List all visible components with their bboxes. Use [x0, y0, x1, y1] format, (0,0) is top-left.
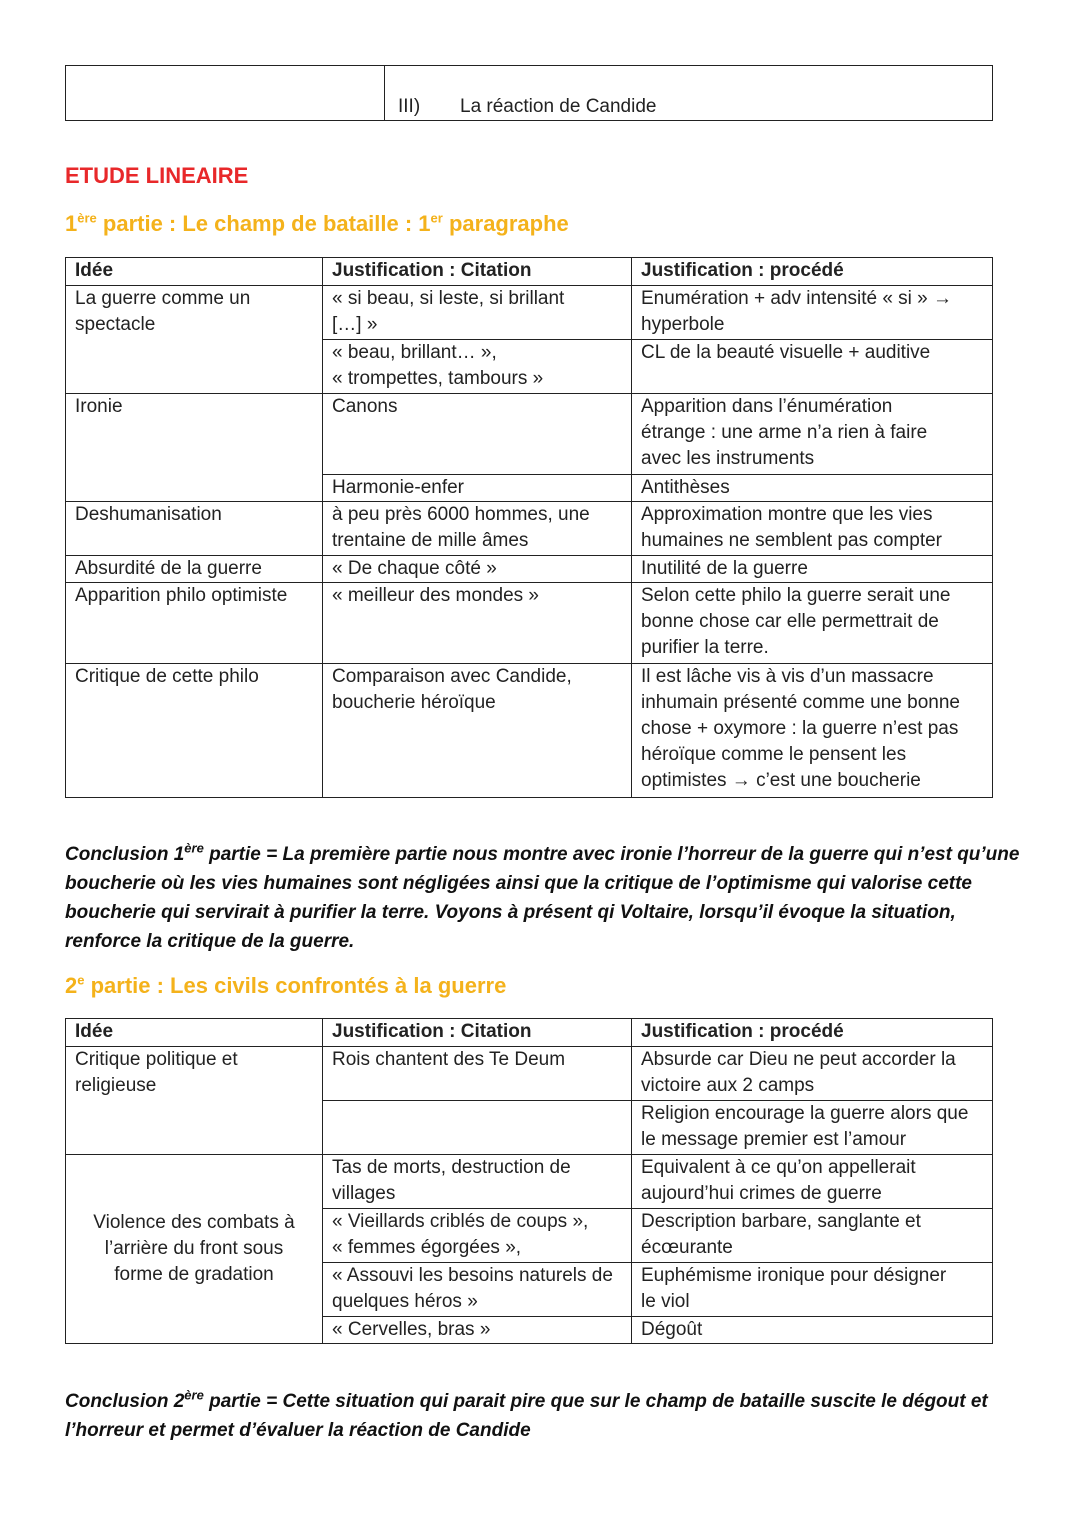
conclusion-part2: Conclusion 2ère partie = Cette situation qui parait pire que sur le champ de bataille suscite le dégout et l’horreur et permet d’évaluer la réaction de Candide [65, 1387, 988, 1441]
citation-cell: Comparaison avec Candide, boucherie héroïque [323, 664, 632, 798]
idea-cell: La guerre comme un spectacle [66, 286, 323, 394]
idea-cell: Critique de cette philo [66, 664, 323, 798]
table-part1 [65, 257, 993, 798]
procede-cell: Enumération + adv intensité « si » → hyperbole [632, 286, 993, 340]
header-citation: Justification : Citation [323, 258, 632, 286]
idea-cell: Violence des combats à l’arrière du front sous forme de gradation [66, 1155, 323, 1344]
procede-cell: Antithèses [632, 475, 993, 502]
citation-cell: « meilleur des mondes » [323, 583, 632, 664]
citation-cell [323, 1101, 632, 1155]
procede-cell: Euphémisme ironique pour désigner le viol [632, 1263, 993, 1317]
idea-cell: Absurdité de la guerre [66, 556, 323, 583]
procede-cell: Inutilité de la guerre [632, 556, 993, 583]
procede-cell: Il est lâche vis à vis d’un massacre inhumain présenté comme une bonne chose + oxymore : la guerre n’est pas héroïque comme le pensent les optimistes → c’est une boucherie [632, 664, 993, 798]
procede-cell: Religion encourage la guerre alors que le message premier est l’amour [632, 1101, 993, 1155]
header-citation: Justification : Citation [323, 1019, 632, 1047]
header-procede: Justification : procédé [632, 1019, 993, 1047]
top-table-title-cell [385, 66, 993, 121]
procede-cell: Dégoût [632, 1317, 993, 1344]
top-table-empty-cell [66, 66, 385, 121]
citation-cell: « De chaque côté » [323, 556, 632, 583]
citation-cell: à peu près 6000 hommes, une trentaine de mille âmes [323, 502, 632, 556]
idea-cell: Deshumanisation [66, 502, 323, 556]
citation-cell: Harmonie-enfer [323, 475, 632, 502]
procede-cell: Equivalent à ce qu’on appellerait aujourd’hui crimes de guerre [632, 1155, 993, 1209]
idea-cell: Critique politique et religieuse [66, 1047, 323, 1155]
section-title: La réaction de Candide [460, 96, 657, 117]
citation-cell: Canons [323, 394, 632, 475]
procede-cell: Apparition dans l’énumération étrange : une arme n’a rien à faire avec les instruments [632, 394, 993, 475]
procede-cell: Description barbare, sanglante et écœurante [632, 1209, 993, 1263]
procede-cell: Selon cette philo la guerre serait une bonne chose car elle permettrait de purifier la terre. [632, 583, 993, 664]
citation-cell: « si beau, si leste, si brillant […] » [323, 286, 632, 340]
header-idee: Idée [66, 1019, 323, 1047]
citation-cell: « beau, brillant… », « trompettes, tambours » [323, 340, 632, 394]
header-procede: Justification : procédé [632, 258, 993, 286]
conclusion-part1: Conclusion 1ère partie = La première partie nous montre avec ironie l’horreur de la guerre qui n’est qu’une boucherie où les vies humaines sont négligées ainsi que la critique de l’optimisme qui valorise cette boucherie qui servirait à purifier la terre. Voyons à présent qi Voltaire, lorsqu’il évoque la situation, renforce la critique de la guerre. [65, 840, 1020, 952]
top-table [65, 65, 993, 121]
citation-cell: « Assouvi les besoins naturels de quelques héros » [323, 1263, 632, 1317]
procede-cell: CL de la beauté visuelle + auditive [632, 340, 993, 394]
table-part2 [65, 1018, 993, 1344]
heading-etude-lineaire: ETUDE LINEAIRE [65, 163, 249, 188]
header-idee: Idée [66, 258, 323, 286]
citation-cell: Tas de morts, destruction de villages [323, 1155, 632, 1209]
procede-cell: Approximation montre que les vies humaines ne semblent pas compter [632, 502, 993, 556]
part1-heading: 1ère partie : Le champ de bataille : 1er paragraphe [65, 210, 569, 236]
idea-cell: Ironie [66, 394, 323, 502]
citation-cell: Rois chantent des Te Deum [323, 1047, 632, 1101]
idea-cell: Apparition philo optimiste [66, 583, 323, 664]
part2-heading: 2e partie : Les civils confrontés à la guerre [65, 972, 507, 998]
citation-cell: « Vieillards criblés de coups », « femmes égorgées », [323, 1209, 632, 1263]
section-number: III) [398, 96, 421, 117]
procede-cell: Absurde car Dieu ne peut accorder la victoire aux 2 camps [632, 1047, 993, 1101]
citation-cell: « Cervelles, bras » [323, 1317, 632, 1344]
